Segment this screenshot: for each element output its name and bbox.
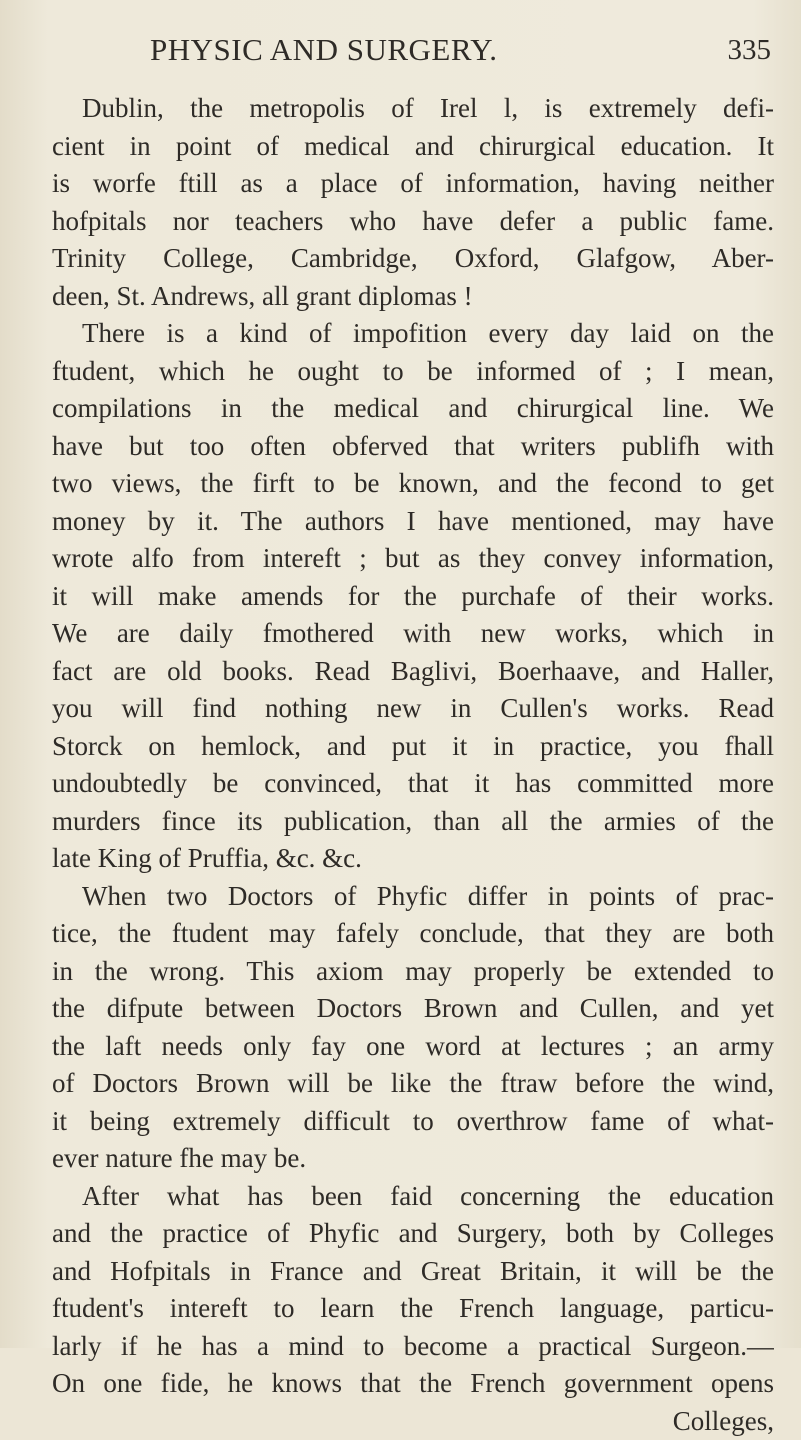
text-line: There is a kind of impofition every day laid on the — [52, 315, 774, 353]
text-line: the laft needs only fay one word at lectures ; an army — [52, 1028, 774, 1066]
text-line: late King of Pruffia, &c. &c. — [52, 840, 774, 878]
text-line: We are daily fmothered with new works, which in — [52, 615, 774, 653]
text-line: of Doctors Brown will be like the ftraw before the wind, — [52, 1065, 774, 1103]
text-line: you will find nothing new in Cullen's works. Read — [52, 690, 774, 728]
text-line: in the wrong. This axiom may properly be extended to — [52, 953, 774, 991]
text-line: Storck on hemlock, and put it in practice, you fhall — [52, 728, 774, 766]
text-line: it will make amends for the purchafe of their works. — [52, 578, 774, 616]
text-line: undoubtedly be convinced, that it has committed more — [52, 765, 774, 803]
text-line: ever nature fhe may be. — [52, 1140, 774, 1178]
text-line: the difpute between Doctors Brown and Cullen, and yet — [52, 990, 774, 1028]
text-line: After what has been faid concerning the education — [52, 1178, 774, 1216]
text-line: two views, the firft to be known, and the fecond to get — [52, 465, 774, 503]
text-line: ftudent's intereft to learn the French language, particu- — [52, 1290, 774, 1328]
text-line: it being extremely difficult to overthrow fame of what- — [52, 1103, 774, 1141]
text-line: larly if he has a mind to become a practical Surgeon.— — [52, 1328, 774, 1366]
text-line: wrote alfo from intereft ; but as they convey information, — [52, 540, 774, 578]
page-number: 335 — [728, 34, 772, 67]
text-line: compilations in the medical and chirurgical line. We — [52, 390, 774, 428]
text-line: fact are old books. Read Baglivi, Boerhaave, and Haller, — [52, 653, 774, 691]
text-line: murders fince its publication, than all the armies of the — [52, 803, 774, 841]
running-head — [0, 26, 801, 70]
text-line: ftudent, which he ought to be informed of ; I mean, — [52, 353, 774, 391]
text-line: Trinity College, Cambridge, Oxford, Glafgow, Aber- — [52, 240, 774, 278]
text-line: deen, St. Andrews, all grant diplomas ! — [52, 278, 774, 316]
catchword: Colleges, — [52, 1403, 774, 1440]
text-line: Dublin, the metropolis of Irel l, is extremely defi- — [52, 90, 774, 128]
text-line: have but too often obferved that writers publifh with — [52, 428, 774, 466]
body-text — [52, 90, 774, 1440]
text-line: tice, the ftudent may fafely conclude, that they are both — [52, 915, 774, 953]
text-line: When two Doctors of Phyfic differ in points of prac- — [52, 878, 774, 916]
text-line: On one fide, he knows that the French government opens — [52, 1365, 774, 1403]
text-line: cient in point of medical and chirurgical education. It — [52, 128, 774, 166]
text-line: hofpitals nor teachers who have defer a public fame. — [52, 203, 774, 241]
text-line: and Hofpitals in France and Great Britain, it will be the — [52, 1253, 774, 1291]
text-line: and the practice of Phyfic and Surgery, both by Colleges — [52, 1215, 774, 1253]
text-line: is worfe ftill as a place of information, having neither — [52, 165, 774, 203]
running-title: PHYSIC AND SURGERY. — [150, 32, 497, 68]
text-line: money by it. The authors I have mentioned, may have — [52, 503, 774, 541]
